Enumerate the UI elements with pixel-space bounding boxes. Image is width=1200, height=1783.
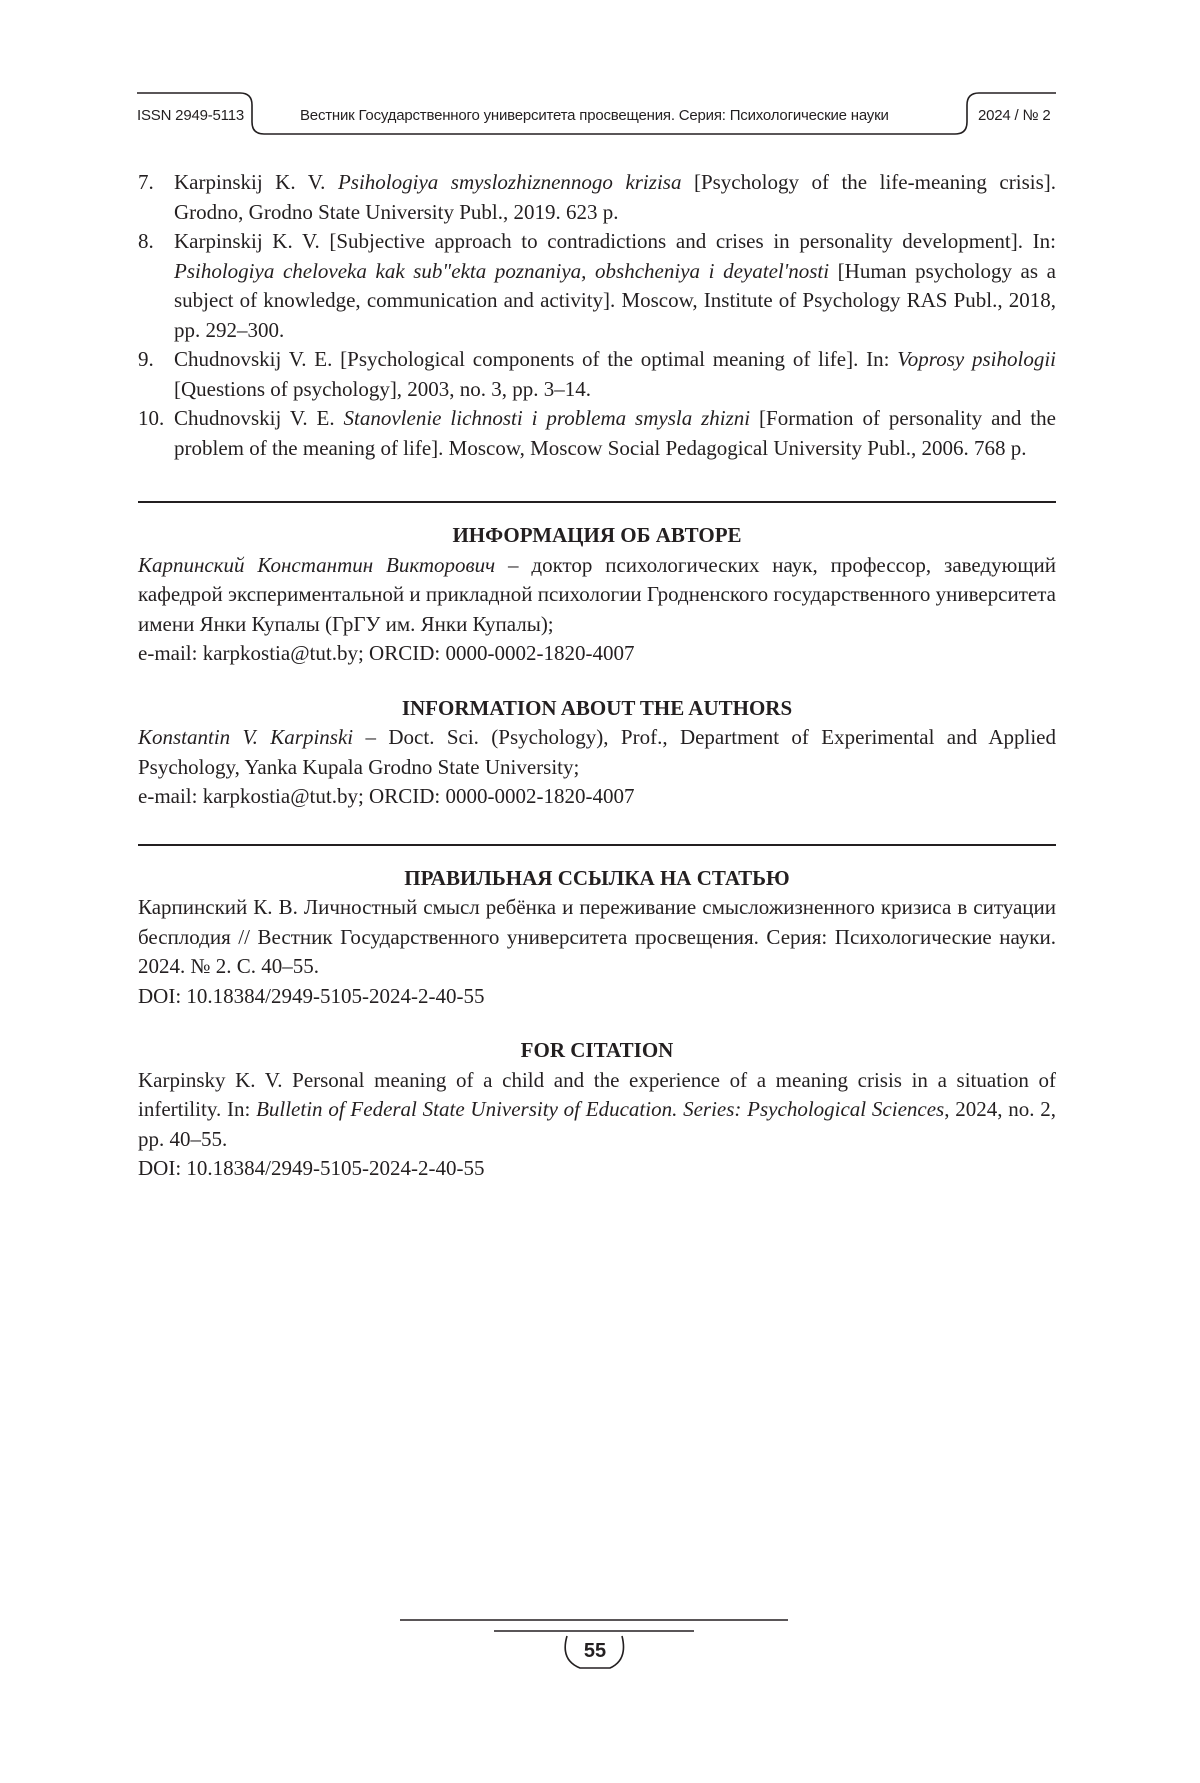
- author-info-en-text: [138, 723, 1056, 812]
- citation-en-body-start: Karpinsky K. V. Personal meaning of a child and the experience of a meaning crisis in a situation of infertility. In:: [138, 1067, 1056, 1121]
- page-content: [138, 168, 1056, 1184]
- author-info-ru-heading: ИНФОРМАЦИЯ ОБ АВТОРЕ: [452, 523, 742, 547]
- reference-item: [138, 345, 1056, 404]
- author-name-en: Konstantin V. Karpinski: [138, 725, 354, 749]
- citation-en-journal: Bulletin of Federal State University of Education. Series: Psychological Sciences: [256, 1097, 945, 1121]
- reference-text: [Psychology of the life-meaning crisis]. Grodno, Grodno State University Publ., 2019. 623 p.: [174, 170, 1056, 224]
- author-name-ru: Карпинский Константин Викторович: [138, 552, 496, 577]
- reference-title: Psihologiya smyslozhiznennogo krizisa: [337, 170, 682, 194]
- reference-number: 8.: [138, 229, 154, 253]
- author-info-en-heading: INFORMATION ABOUT THE AUTHORS: [401, 695, 793, 720]
- author-contact-en: e-mail: karpkostia@tut.by; ORCID: 0000-0002-1820-4007: [138, 784, 635, 808]
- reference-item: [138, 168, 1056, 227]
- reference-number: 7.: [138, 170, 154, 194]
- citation-ru-text: [138, 893, 1056, 1011]
- author-desc-ru: – доктор психологических наук, профессор, заведующий кафедрой экспериментальной и прикладной психологии Гродненского государственного университета имени Янки Купалы (ГрГУ им. Янки Купалы);: [138, 552, 1056, 636]
- reference-text: [Human psychology as a subject of knowledge, communication and activity]. Moscow, Institute of Psychology RAS Publ., 2018, pp. 292–300.: [174, 258, 1056, 342]
- reference-list: [138, 168, 1056, 463]
- author-contact-ru: e-mail: karpkostia@tut.by; ORCID: 0000-0002-1820-4007: [138, 641, 635, 665]
- reference-text: Karpinskij K. V.: [174, 170, 338, 194]
- citation-en-text: [138, 1066, 1056, 1184]
- reference-text: [Formation of personality and the problem of the meaning of life]. Moscow, Moscow Social Pedagogical University Publ., 2006. 768 p.: [174, 406, 1056, 460]
- reference-item: [138, 227, 1056, 345]
- page-number: 55: [583, 1640, 607, 1662]
- author-desc-en: – Doct. Sci. (Psychology), Prof., Department of Experimental and Applied Psychology, Yanka Kupala Grodno State University;: [138, 725, 1056, 779]
- running-header-frame: [0, 0, 1200, 150]
- header-issue: 2024 / № 2: [978, 107, 1051, 124]
- citation-en-doi: DOI: 10.18384/2949-5105-2024-2-40-55: [138, 1156, 485, 1180]
- reference-title: Psihologiya cheloveka kak sub"ekta poznaniya, obshcheniya i deyatel'nosti: [174, 258, 830, 283]
- author-info-ru-text: [138, 551, 1056, 669]
- reference-item: [138, 404, 1056, 463]
- citation-en-body-end: , 2024, no. 2, pp. 40–55.: [138, 1097, 1057, 1151]
- reference-number: 10.: [138, 406, 165, 430]
- header-issn: ISSN 2949-5113: [137, 107, 244, 124]
- reference-title: Voprosy psihologii: [897, 347, 1056, 371]
- reference-text: [Questions of psychology], 2003, no. 3, pp. 3–14.: [174, 376, 592, 401]
- reference-text: Chudnovskij V. E. [Psychological components of the optimal meaning of life]. In:: [174, 347, 898, 371]
- reference-number: 9.: [138, 347, 154, 371]
- reference-text: Karpinskij K. V. [Subjective approach to contradictions and crises in personality development]. In:: [174, 229, 1056, 253]
- reference-title: Stanovlenie lichnosti i problema smysla zhizni: [343, 406, 751, 430]
- citation-ru-heading: ПРАВИЛЬНАЯ ССЫЛКА НА СТАТЬЮ: [404, 865, 790, 890]
- citation-en-heading: FOR CITATION: [520, 1038, 674, 1062]
- citation-ru-doi: DOI: 10.18384/2949-5105-2024-2-40-55: [138, 983, 485, 1008]
- reference-text: Chudnovskij V. E.: [174, 406, 344, 430]
- citation-ru-body: Карпинский К. В. Личностный смысл ребёнка и переживание смысложизненного кризиса в ситуации бесплодия // Вестник Государственного университета просвещения. Серия: Психологические науки. 2024. № 2. С. 40–55.: [138, 895, 1056, 978]
- header-journal-title: Вестник Государственного университета просвещения. Серия: Психологические науки: [300, 107, 889, 124]
